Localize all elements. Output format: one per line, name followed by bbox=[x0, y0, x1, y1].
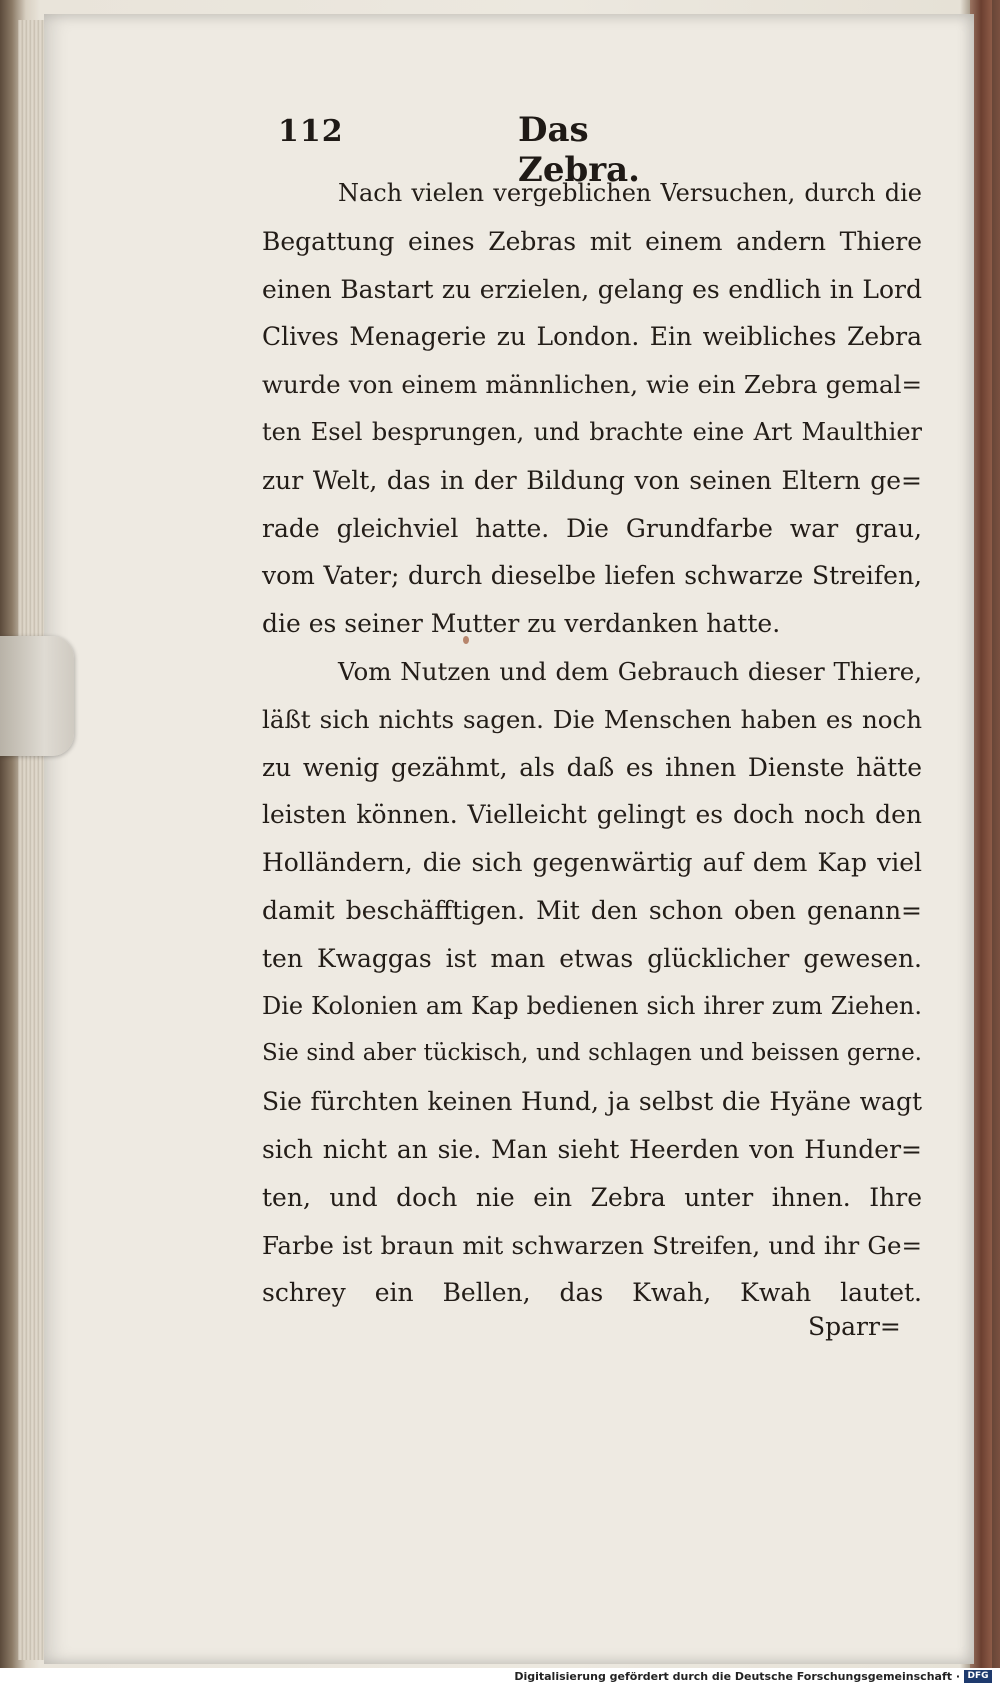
text-line: Nach vielen vergeblichen Versuchen, durch die bbox=[338, 179, 922, 207]
dfg-logo: DFG bbox=[964, 1670, 992, 1683]
text-line: vom Vater; durch dieselbe liefen schwarze Streifen, bbox=[262, 561, 922, 591]
bookmark-tab bbox=[0, 636, 74, 756]
text-line: Sie fürchten keinen Hund, ja selbst die Hyäne wagt bbox=[262, 1087, 922, 1117]
text-line: Holländern, die sich gegenwärtig auf dem Kap viel bbox=[262, 848, 922, 878]
text-line: Die Kolonien am Kap bedienen sich ihrer zum Ziehen. bbox=[262, 991, 922, 1020]
text-line: damit beschäfftigen. Mit den schon oben genann= bbox=[262, 895, 922, 925]
text-line: die es seiner Mutter zu verdanken hatte. bbox=[262, 609, 781, 639]
text-line: rade gleichviel hatte. Die Grundfarbe war grau, bbox=[262, 513, 922, 543]
text-line: einen Bastart zu erzielen, gelang es endlich in Lord bbox=[262, 274, 922, 304]
text-line: ten Kwaggas ist man etwas glücklicher gewesen. bbox=[262, 943, 922, 973]
text-line: wurde von einem männlichen, wie ein Zebra gemal= bbox=[262, 370, 922, 400]
text-line: leisten können. Vielleicht gelingt es doch noch den bbox=[262, 800, 922, 830]
text-line: ten, und doch nie ein Zebra unter ihnen. Ihre bbox=[262, 1182, 922, 1212]
text-line: läßt sich nichts sagen. Die Menschen haben es noch bbox=[262, 704, 922, 734]
page-heading: Das Zebra. bbox=[518, 110, 641, 190]
text-line: Sie sind aber tückisch, und schlagen und beissen gerne. bbox=[262, 1040, 922, 1067]
text-line: schrey ein Bellen, das Kwah, Kwah lautet. bbox=[262, 1278, 922, 1308]
text-line: zur Welt, das in der Bildung von seinen Eltern ge= bbox=[262, 465, 922, 495]
body-text bbox=[262, 170, 922, 1317]
running-head bbox=[278, 110, 708, 190]
text-line: Begattung eines Zebras mit einem andern Thiere bbox=[262, 226, 922, 256]
text-line: Vom Nutzen und dem Gebrauch dieser Thiere, bbox=[338, 656, 922, 686]
page-number: 112 bbox=[278, 114, 344, 149]
catchword: Sparr= bbox=[808, 1312, 901, 1341]
text-line: zu wenig gezähmt, als daß es ihnen Dienste hätte bbox=[262, 752, 922, 782]
text-line: Clives Menagerie zu London. Ein weibliches Zebra bbox=[262, 322, 922, 352]
text-line: Farbe ist braun mit schwarzen Streifen, und ihr Ge= bbox=[262, 1230, 922, 1260]
funding-credit: Digitalisierung gefördert durch die Deutsche Forschungsgemeinschaft · bbox=[514, 1670, 960, 1683]
text-line: sich nicht an sie. Man sieht Heerden von Hunder= bbox=[262, 1134, 922, 1164]
text-line: ten Esel besprungen, und brachte eine Art Maulthier bbox=[262, 417, 922, 446]
